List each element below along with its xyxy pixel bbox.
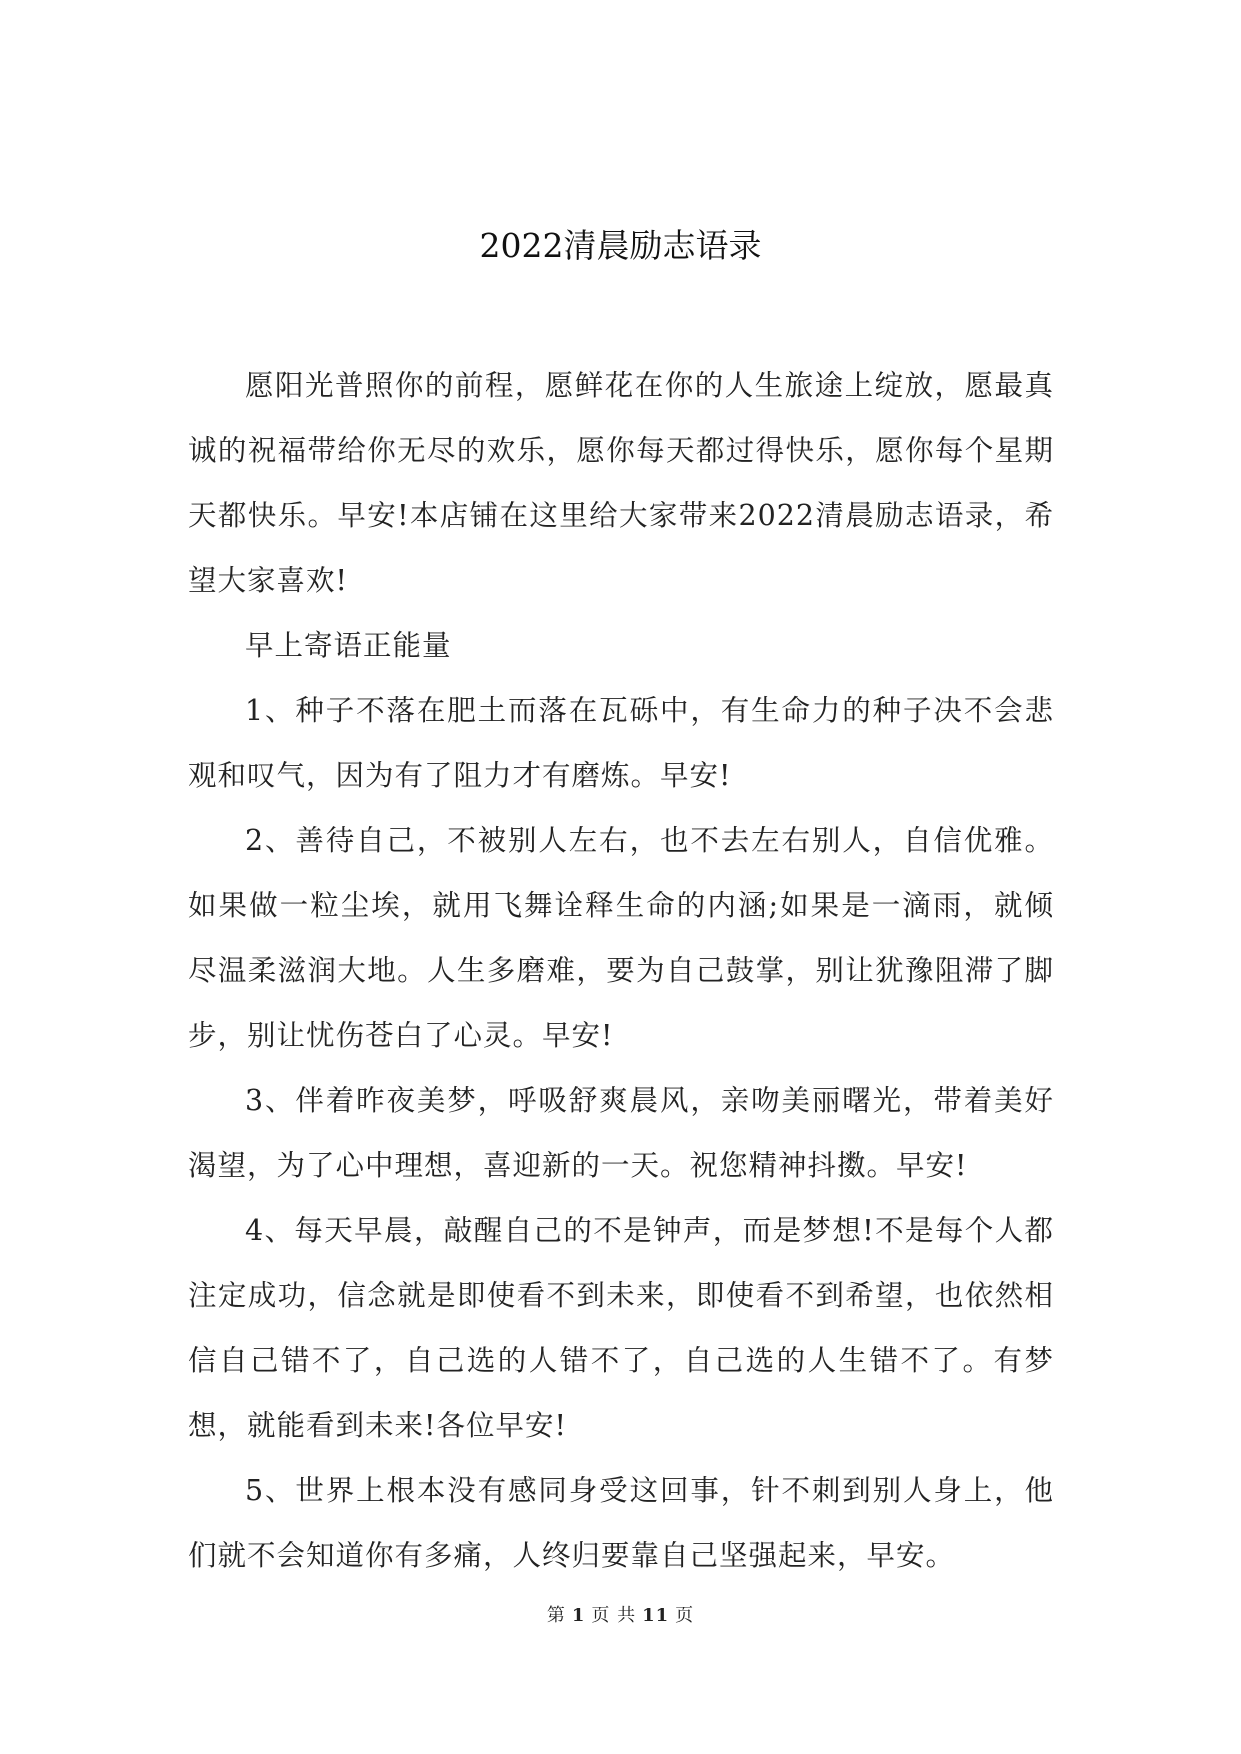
footer-prefix: 第 — [546, 1605, 566, 1626]
quote-paragraph-4: 4、每天早晨，敲醒自己的不是钟声，而是梦想!不是每个人都注定成功，信念就是即使看不到未来，即使看不到希望，也依然相信自己错不了，自己选的人错不了，自己选的人生错不了。有梦想，就能看到未来!各位早安! — [188, 1214, 1054, 1442]
quote-paragraph-1: 1、种子不落在肥土而落在瓦砾中，有生命力的种子决不会悲观和叹气，因为有了阻力才有磨炼。早安! — [188, 694, 1054, 792]
section-heading: 早上寄语正能量 — [245, 629, 452, 662]
quote-paragraph-3: 3、伴着昨夜美梦，呼吸舒爽晨风，亲吻美丽曙光，带着美好渴望，为了心中理想，喜迎新的一天。祝您精神抖擞。早安! — [188, 1084, 1054, 1182]
footer-suffix: 页 — [675, 1605, 695, 1626]
footer-middle: 页 共 — [591, 1605, 637, 1626]
quote-paragraph-5: 5、世界上根本没有感同身受这回事，针不刺到别人身上，他们就不会知道你有多痛，人终归要靠自己坚强起来，早安。 — [188, 1474, 1054, 1572]
footer-total-pages: 11 — [642, 1605, 670, 1626]
intro-paragraph: 愿阳光普照你的前程，愿鲜花在你的人生旅途上绽放，愿最真诚的祝福带给你无尽的欢乐，愿你每天都过得快乐，愿你每个星期天都快乐。早安!本店铺在这里给大家带来2022清晨励志语录，希望大家喜欢! — [188, 369, 1054, 597]
footer-current-page: 1 — [571, 1605, 586, 1626]
quote-paragraph-2: 2、善待自己，不被别人左右，也不去左右别人，自信优雅。如果做一粒尘埃，就用飞舞诠释生命的内涵;如果是一滴雨，就倾尽温柔滋润大地。人生多磨难，要为自己鼓掌，别让犹豫阻滞了脚步，别让忧伤苍白了心灵。早安! — [188, 824, 1054, 1052]
document-title: 2022清晨励志语录 — [479, 226, 762, 265]
page-footer — [0, 1604, 1241, 1628]
document-body — [188, 353, 1054, 1588]
